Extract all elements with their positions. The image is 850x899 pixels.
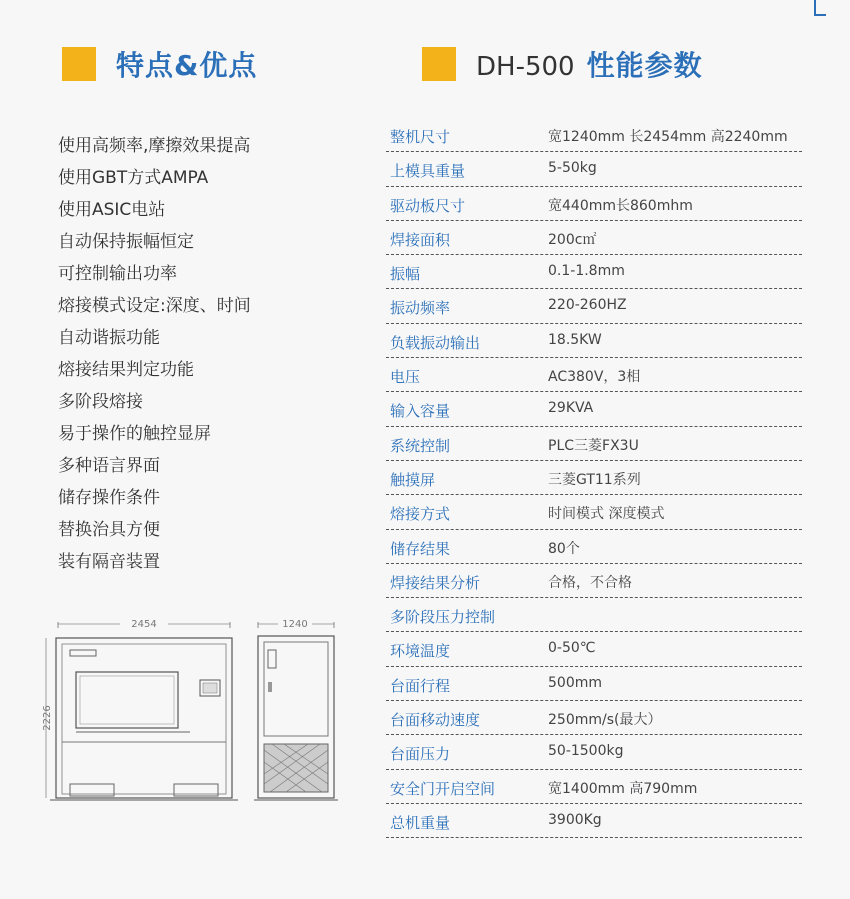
spec-value: 宽1400mm 高790mm bbox=[548, 780, 698, 797]
spec-label: 触摸屏 bbox=[390, 470, 436, 489]
feature-item: 装有隔音装置 bbox=[58, 552, 160, 572]
spec-label: 整机尺寸 bbox=[390, 128, 451, 146]
spec-label: 台面压力 bbox=[390, 745, 451, 764]
feature-item: 多阶段熔接 bbox=[58, 392, 143, 412]
spec-value: AC380V，3相 bbox=[548, 369, 641, 386]
spec-value: 200c㎡ bbox=[548, 231, 597, 248]
feature-item: 自动谐振功能 bbox=[58, 328, 160, 348]
spec-value: 250mm/s(最大） bbox=[548, 712, 662, 729]
features-list bbox=[58, 134, 251, 582]
spec-row bbox=[386, 770, 802, 804]
spec-row bbox=[386, 358, 802, 392]
spec-value: 500mm bbox=[548, 674, 602, 691]
feature-item: 替换治具方便 bbox=[58, 520, 160, 540]
spec-row bbox=[386, 735, 802, 769]
spec-value: 3900Kg bbox=[548, 811, 602, 828]
feature-item: 使用ASIC电站 bbox=[58, 200, 166, 220]
corner-mark bbox=[814, 0, 826, 16]
spec-label: 输入容量 bbox=[390, 402, 451, 421]
spec-row bbox=[386, 152, 802, 186]
spec-row bbox=[386, 598, 802, 632]
spec-row bbox=[386, 667, 802, 701]
spec-value: 80个 bbox=[548, 540, 580, 557]
model-name: DH-500 bbox=[476, 52, 575, 82]
spec-label: 台面行程 bbox=[390, 676, 451, 695]
spec-row bbox=[386, 427, 802, 461]
spec-row bbox=[386, 289, 802, 323]
spec-value: 50-1500kg bbox=[548, 743, 624, 760]
feature-item: 使用GBT方式AMPA bbox=[58, 168, 209, 188]
spec-label: 上模具重量 bbox=[390, 162, 466, 181]
spec-row bbox=[386, 701, 802, 735]
spec-value: 18.5KW bbox=[548, 331, 602, 348]
side-view-drawing bbox=[250, 610, 340, 806]
spec-label: 储存结果 bbox=[390, 539, 451, 558]
spec-row bbox=[386, 530, 802, 564]
spec-label: 焊接面积 bbox=[390, 230, 451, 249]
spec-value: PLC三菱FX3U bbox=[548, 437, 639, 454]
specs-header bbox=[422, 44, 703, 84]
spec-row bbox=[386, 632, 802, 666]
spec-label: 电压 bbox=[390, 368, 421, 387]
spec-label: 负载振动输出 bbox=[390, 333, 481, 352]
spec-value: 5-50kg bbox=[548, 160, 597, 177]
spec-label: 台面移动速度 bbox=[390, 711, 481, 730]
feature-item: 使用高频率,摩擦效果提高 bbox=[58, 136, 251, 156]
specs-title: 性能参数 bbox=[586, 49, 703, 82]
front-height-dimension: 2226 bbox=[42, 705, 53, 731]
spec-value: 宽440mm长860mhm bbox=[548, 197, 693, 214]
spec-table bbox=[386, 118, 802, 838]
spec-value: 合格，不合格 bbox=[548, 574, 632, 591]
features-header bbox=[62, 44, 257, 84]
spec-value: 29KVA bbox=[548, 400, 594, 417]
header-square-icon bbox=[422, 47, 456, 81]
spec-row bbox=[386, 495, 802, 529]
features-title: 特点&优点 bbox=[116, 49, 258, 82]
spec-row bbox=[386, 221, 802, 255]
side-width-dimension: 1240 bbox=[282, 619, 308, 630]
spec-label: 总机重量 bbox=[390, 813, 451, 832]
feature-item: 可控制输出功率 bbox=[58, 264, 177, 284]
feature-item: 易于操作的触控显屏 bbox=[58, 424, 211, 444]
spec-label: 驱动板尺寸 bbox=[390, 196, 466, 215]
spec-label: 振幅 bbox=[390, 265, 421, 284]
spec-label: 熔接方式 bbox=[390, 505, 451, 524]
spec-row bbox=[386, 564, 802, 598]
header-square-icon bbox=[62, 47, 96, 81]
spec-value: 0-50℃ bbox=[548, 640, 596, 657]
spec-value: 0.1-1.8mm bbox=[548, 263, 625, 280]
feature-item: 多种语言界面 bbox=[58, 456, 160, 476]
spec-row bbox=[386, 461, 802, 495]
spec-row bbox=[386, 324, 802, 358]
spec-label: 环境温度 bbox=[390, 642, 451, 661]
spec-value: 宽1240mm 长2454mm 高2240mm bbox=[548, 129, 788, 145]
spec-row bbox=[386, 118, 802, 152]
spec-row bbox=[386, 255, 802, 289]
front-width-dimension: 2454 bbox=[131, 619, 157, 630]
spec-value: 时间模式 深度模式 bbox=[548, 506, 665, 523]
spec-label: 安全门开启空间 bbox=[390, 779, 496, 798]
spec-value: 三菱GT11系列 bbox=[548, 471, 641, 488]
spec-row bbox=[386, 187, 802, 221]
spec-row bbox=[386, 804, 802, 838]
spec-label: 多阶段压力控制 bbox=[390, 608, 496, 627]
spec-label: 焊接结果分析 bbox=[390, 573, 481, 592]
feature-item: 熔接结果判定功能 bbox=[58, 360, 194, 380]
feature-item: 自动保持振幅恒定 bbox=[58, 232, 194, 252]
feature-item: 熔接模式设定:深度、时间 bbox=[58, 296, 251, 316]
spec-label: 系统控制 bbox=[390, 436, 451, 455]
spec-row bbox=[386, 392, 802, 426]
spec-value: 220-260HZ bbox=[548, 297, 627, 314]
spec-label: 振动频率 bbox=[390, 299, 451, 318]
front-view-drawing bbox=[40, 610, 240, 806]
feature-item: 储存操作条件 bbox=[58, 488, 160, 508]
